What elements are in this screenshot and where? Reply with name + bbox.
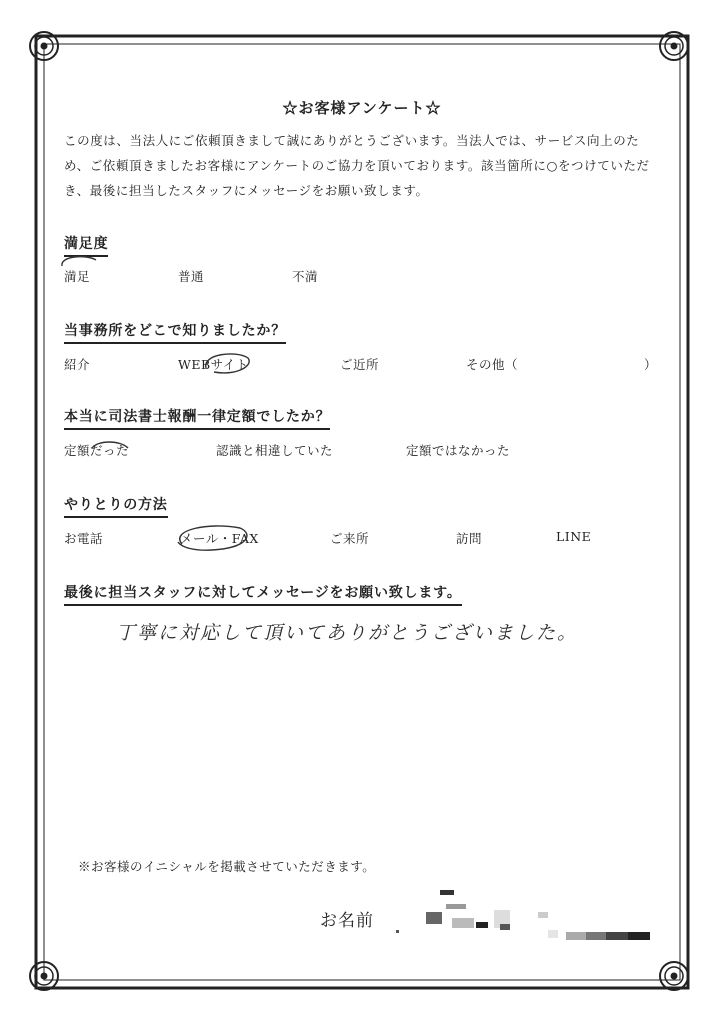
option-visit-office[interactable]: ご来所 [330,531,370,546]
option-introduction[interactable]: 紹介 [64,357,91,372]
option-phone[interactable]: お電話 [64,531,104,546]
option-line[interactable]: LINE [556,529,592,544]
option-mail-fax[interactable]: メール・FAX [180,531,259,546]
handwritten-circle-mark [86,436,136,462]
section-heading-referral: 当事務所をどこで知りましたか？ [64,320,286,344]
section-heading-fixed-fee: 本当に司法書士報酬一律定額でしたか？ [64,406,330,430]
initials-note: ※お客様のイニシャルを掲載させていただきます。 [78,859,376,874]
option-home-visit[interactable]: 訪問 [456,531,483,546]
intro-text: この度は、当法人にご依頼頂きまして誠にありがとうございます。当法人では、サービス向上のため、ご依頼頂きましたお客様にアンケートのご協力を頂いております。該当箇所に○をつけていただき、最後に担当したスタッフにメッセージをお願い致します。 [64,133,650,198]
handwritten-circle-mark [168,520,258,554]
handwritten-message: 丁寧に対応して頂いてありがとうございました。 [116,622,579,644]
option-other[interactable]: その他（ [466,357,519,372]
handwritten-circle-mark [56,252,102,276]
option-satisfied[interactable]: 満足 [64,269,91,284]
handwritten-circle-mark [196,348,256,378]
option-website[interactable]: WEBサイト [178,357,249,372]
section-heading-communication: やりとりの方法 [64,494,168,518]
option-other-close-paren: ） [644,357,658,372]
option-normal[interactable]: 普通 [178,269,205,284]
survey-title: ☆お客様アンケート☆ [282,99,442,117]
name-label: お名前 [320,911,374,931]
option-differed[interactable]: 認識と相違していた [216,443,334,458]
option-unsatisfied[interactable]: 不満 [292,269,319,284]
option-was-fixed[interactable]: 定額だった [64,443,130,458]
section-heading-satisfaction: 満足度 [64,233,108,257]
section-heading-message: 最後に担当スタッフに対してメッセージをお願い致します。 [64,582,462,606]
option-neighborhood[interactable]: ご近所 [340,357,380,372]
option-not-fixed[interactable]: 定額ではなかった [406,443,511,458]
